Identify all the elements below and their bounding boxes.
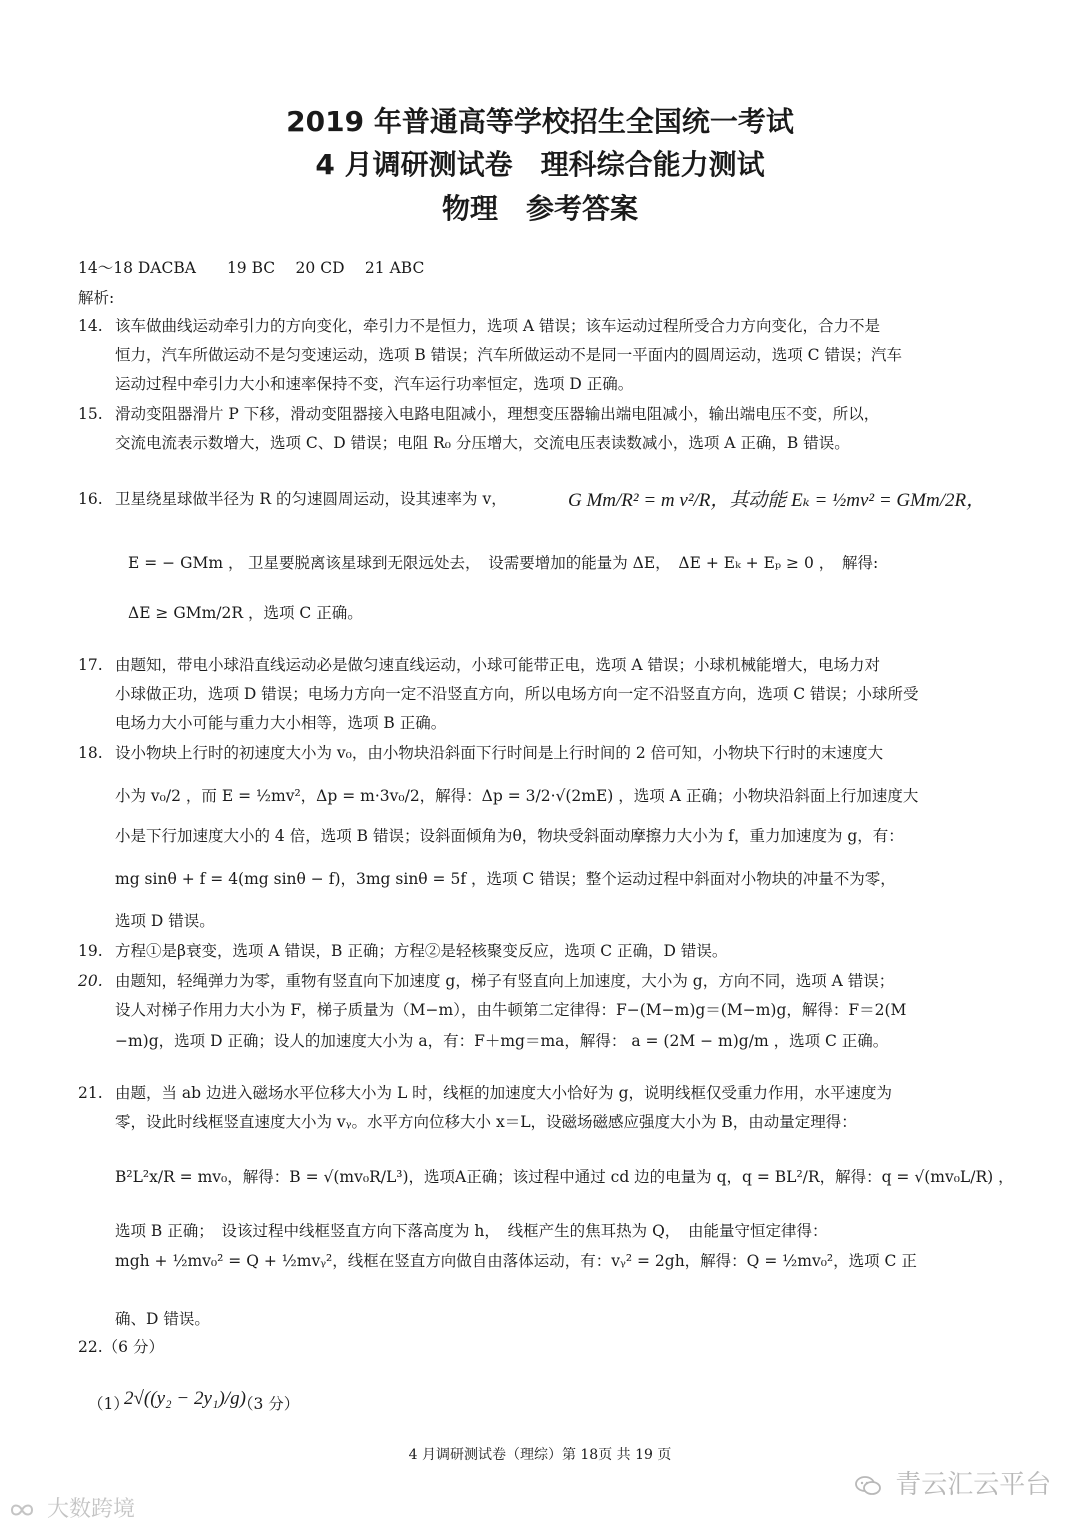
q15-line2: 交流电流表示数增大，选项 C、D 错误；电阻 R₀ 分压增大，交流电压表读数减小，选项 A 正确，B 错误。 (115, 434, 850, 452)
q14-line2: 恒力，汽车所做运动不是匀变速运动，选项 B 错误；汽车所做运动不是同一平面内的圆周运动，选项 C 错误；汽车 (115, 346, 902, 364)
q14-number: 14. (78, 317, 103, 335)
q22-heading: 22.（6 分） (78, 1338, 164, 1356)
q15-number: 15. (78, 405, 103, 423)
q18-line1: 设小物块上行时的初速度大小为 v₀，由小物块沿斜面下行时间是上行时间的 2 倍可知，小物块下行时的末速度大 (115, 744, 884, 762)
watermark-right-text: 青云汇云平台 (895, 1470, 1052, 1500)
q21-line4: 选项 B 正确； 设该过程中线框竖直方向下落高度为 h， 线框产生的焦耳热为 Q， 由能量守恒定律得： (115, 1222, 828, 1240)
q16-energy-expr: E = − GMm ， (128, 554, 244, 572)
q16-line2: 卫星要脱离该星球到无限远处去， 设需要增加的能量为 ΔE， ΔE + Eₖ + Eₚ ≥ 0 ， 解得: (248, 554, 879, 572)
q20-number: 20. (78, 972, 103, 990)
q16-line3: ΔE ≥ GMm/2R ，选项 C 正确。 (128, 604, 363, 622)
q18-line2: 小为 v₀/2 ，而 E = ½mv²，Δp = m·3v₀/2，解得：Δp = 3/2·√(2mE) ，选项 A 正确；小物块沿斜面上行加速度大 (115, 787, 919, 805)
q16-number: 16. (78, 490, 103, 508)
answer-summary: 14～18 DACBA 19 BC 20 CD 21 ABC (78, 259, 425, 277)
q17-line1: 由题知，带电小球沿直线运动必是做匀速直线运动，小球可能带正电，选项 A 错误；小球机械能增大，电场力对 (115, 656, 881, 674)
q22-part1-expression: 2√((y₂ − 2y₁)/g) (124, 1388, 246, 1409)
q17-number: 17. (78, 656, 103, 674)
watermark-right (855, 1464, 1051, 1501)
q21-line6: 确、D 错误。 (115, 1310, 210, 1328)
q19-number: 19. (78, 942, 103, 960)
q20-line3: −m)g，选项 D 正确；设人的加速度大小为 a，有：F＋mg＝ma，解得： a = (2M − m)g/m ，选项 C 正确。 (115, 1032, 889, 1050)
q18-number: 18. (78, 744, 103, 762)
q17-line2: 小球做正功，选项 D 错误；电场力方向一定不沿竖直方向，所以电场方向一定不沿竖直方向，选项 C 错误；小球所受 (115, 685, 919, 703)
q19-line1: 方程①是β衰变，选项 A 错误，B 正确；方程②是轻核聚变反应，选项 C 正确，D 错误。 (115, 942, 728, 960)
q20-line1: 由题知，轻绳弹力为零，重物有竖直向下加速度 g，梯子有竖直向上加速度，大小为 g，方向不同，选项 A 错误； (115, 972, 895, 990)
q14-line1: 该车做曲线运动牵引力的方向变化，牵引力不是恒力，选项 A 错误；该车运动过程所受合力方向变化，合力不是 (115, 317, 881, 335)
q15-line1: 滑动变阻器滑片 P 下移，滑动变阻器接入电路电阻减小，理想变压器输出端电阻减小，输出端电压不变，所以， (115, 405, 880, 423)
wechat-icon (855, 1476, 881, 1496)
q16-formula1: G Mm/R² = m v²/R，其动能 Eₖ = ½mv² = GMm/2R， (568, 490, 986, 511)
q17-line3: 电场力大小可能与重力大小相等，选项 B 正确。 (115, 714, 447, 732)
q18-line3: 小是下行加速度大小的 4 倍，选项 B 错误；设斜面倾角为θ，物块受斜面动摩擦力大小为 f，重力加速度为 g，有： (115, 827, 904, 845)
exam-subtitle: 4 月调研测试卷 理科综合能力测试 (315, 148, 765, 181)
q21-number: 21. (78, 1084, 103, 1102)
q18-line5: 选项 D 错误。 (115, 912, 215, 930)
answer-key-title: 物理 参考答案 (441, 192, 638, 225)
q22-part1-label: （1） (88, 1395, 129, 1413)
q22-part1-score: （3 分） (238, 1395, 300, 1413)
exam-title: 2019 年普通高等学校招生全国统一考试 (286, 105, 794, 138)
q21-line1: 由题，当 ab 边进入磁场水平位移大小为 L 时，线框的加速度大小恰好为 g，说明线框仅受重力作用，水平速度为 (115, 1084, 893, 1102)
q21-line3: B²L²x/R = mv₀，解得：B = √(mv₀R/L³)，选项A正确；该过程中通过 cd 边的电量为 q，q = BL²/R，解得：q = √(mv₀L/R) ， (115, 1168, 1014, 1186)
page-footer: 4 月调研测试卷（理综）第 18页 共 19 页 (408, 1447, 672, 1463)
q20-line2: 设人对梯子作用力大小为 F，梯子质量为（M−m），由牛顿第二定律得：F−(M−m)g＝(M−m)g，解得：F＝2(M (115, 1001, 907, 1019)
q21-line2: 零，设此时线框竖直速度大小为 vᵧ。水平方向位移大小 x＝L，设磁场磁感应强度大小为 B，由动量定理得： (115, 1113, 857, 1131)
q21-line5: mgh + ½mv₀² = Q + ½mvᵧ²，线框在竖直方向做自由落体运动，有：vᵧ² = 2gh，解得：Q = ½mv₀²，选项 C 正 (115, 1252, 917, 1270)
watermark-left (8, 1492, 135, 1523)
analysis-label: 解析: (78, 289, 115, 307)
q16-line1: 卫星绕星球做半径为 R 的匀速圆周运动，设其速率为 v， (115, 490, 507, 508)
watermark-left-text: 大数跨境 (47, 1497, 136, 1522)
q18-line4: mg sinθ + f = 4(mg sinθ − f)，3mg sinθ = 5f ，选项 C 错误；整个运动过程中斜面对小物块的冲量不为零， (115, 870, 896, 888)
q14-line3: 运动过程中牵引力大小和速率保持不变，汽车运行功率恒定，选项 D 正确。 (115, 375, 634, 393)
infinity-logo-icon (8, 1501, 36, 1519)
